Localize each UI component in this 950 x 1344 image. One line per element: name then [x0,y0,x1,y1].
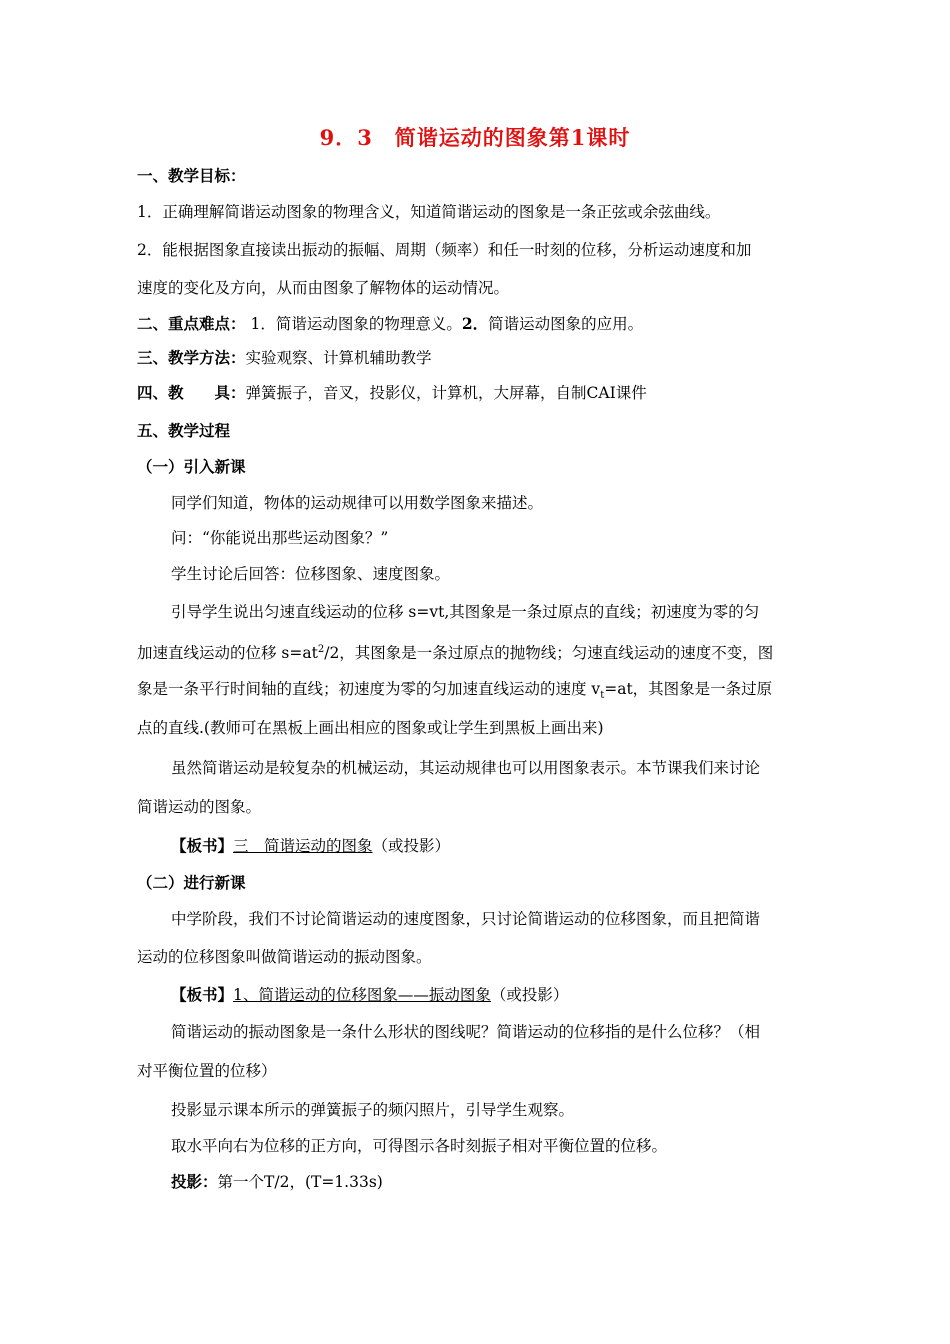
methods-row [137,348,432,368]
blackboard-text-1: 三 简谐运动的图象 [233,837,373,855]
paragraph-6-line-2: 运动的位移图象叫做简谐运动的振动图象。 [137,948,432,966]
key-points-text-1: 1．简谐运动图象的物理意义。 [250,315,462,333]
paragraph-2: 问：“你能说出那些运动图象？” [171,529,389,547]
section-heading-methods: 三、教学方法： [137,348,246,367]
methods-text: 实验观察、计算机辅助教学 [245,349,432,367]
superscript-2: 2 [317,644,325,655]
paragraph-1: 同学们知道，物体的运动规律可以用数学图象来描述。 [171,494,544,512]
tools-row [137,383,647,403]
objective-2-line-1: 2．能根据图象直接读出振动的振幅、周期（频率）和任一时刻的位移，分析运动速度和加 [137,241,752,259]
paragraph-4-line-2-part-1: 加速直线运动的位移 s=at [137,644,318,663]
blackboard-note-1 [171,836,450,856]
paragraph-4-line-2-part-2: /2，其图象是一条过原点的抛物线；匀速直线运动的速度不变，图 [324,644,774,663]
page-title: 9．3 简谐运动的图象第1课时 [319,125,631,150]
subscript-t: t [600,690,605,702]
projection-row [171,1172,383,1192]
blackboard-label-1: 【板书】 [171,836,234,855]
paragraph-4-line-3-part-2: =at，其图象是一条过原 [604,680,773,698]
paragraph-4-line-1: 引导学生说出匀速直线运动的位移 s=vt,其图象是一条过原点的直线；初速度为零的匀 [171,603,760,621]
objective-1: 1．正确理解简谐运动图象的物理含义，知道简谐运动的图象是一条正弦或余弦曲线。 [137,203,721,221]
paragraph-5-line-2: 简谐运动的图象。 [137,798,262,816]
paragraph-3: 学生讨论后回答：位移图象、速度图象。 [171,565,451,583]
tools-text: 弹簧振子，音叉，投影仪，计算机，大屏幕，自制CAI课件 [245,384,647,402]
paragraph-6-line-1: 中学阶段，我们不讨论简谐运动的速度图象，只讨论简谐运动的位移图象，而且把简谐 [171,910,761,928]
objective-2-line-2: 速度的变化及方向，从而由图象了解物体的运动情况。 [137,279,510,297]
key-points-number-2: 2． [461,314,489,333]
paragraph-4-line-3 [137,679,772,706]
section-heading-process: 五、教学过程 [137,421,231,440]
projection-text: 第一个T/2，(T=1.33s) [217,1173,383,1191]
blackboard-note-2 [171,985,568,1005]
section-heading-objectives: 一、教学目标： [137,166,246,185]
paragraph-7-line-1: 简谐运动的振动图象是一条什么形状的图线呢？简谐运动的位移指的是什么位移？（相 [171,1023,761,1041]
blackboard-text-2: 1、简谐运动的位移图象——振动图象 [233,986,491,1004]
paragraph-5-line-1: 虽然简谐运动是较复杂的机械运动，其运动规律也可以用图象表示。本节课我们来讨论 [171,759,761,777]
blackboard-note-text-2: （或投影） [490,986,569,1004]
paragraph-9: 取水平向右为位移的正方向，可得图示各时刻振子相对平衡位置的位移。 [171,1137,668,1155]
blackboard-note-text-1: （或投影） [372,837,451,855]
key-points-row [137,314,643,334]
section-heading-key-points: 二、重点难点： [137,314,246,333]
subsection-heading-new-lesson: （二）进行新课 [137,873,246,892]
paragraph-7-line-2: 对平衡位置的位移） [137,1062,277,1080]
blackboard-label-2: 【板书】 [171,985,234,1004]
section-heading-tools: 四、教 具： [137,383,246,402]
paragraph-8: 投影显示课本所示的弹簧振子的频闪照片，引导学生观察。 [171,1101,575,1119]
key-points-text-2: 简谐运动图象的应用。 [488,315,644,333]
paragraph-4-line-2 [137,640,773,663]
projection-label: 投影： [171,1172,218,1191]
subsection-heading-intro: （一）引入新课 [137,457,246,476]
paragraph-4-line-3-part-1: 象是一条平行时间轴的直线；初速度为零的匀加速直线运动的速度 v [137,680,601,698]
paragraph-4-line-4: 点的直线.(教师可在黑板上画出相应的图象或让学生到黑板上画出来) [137,719,604,737]
